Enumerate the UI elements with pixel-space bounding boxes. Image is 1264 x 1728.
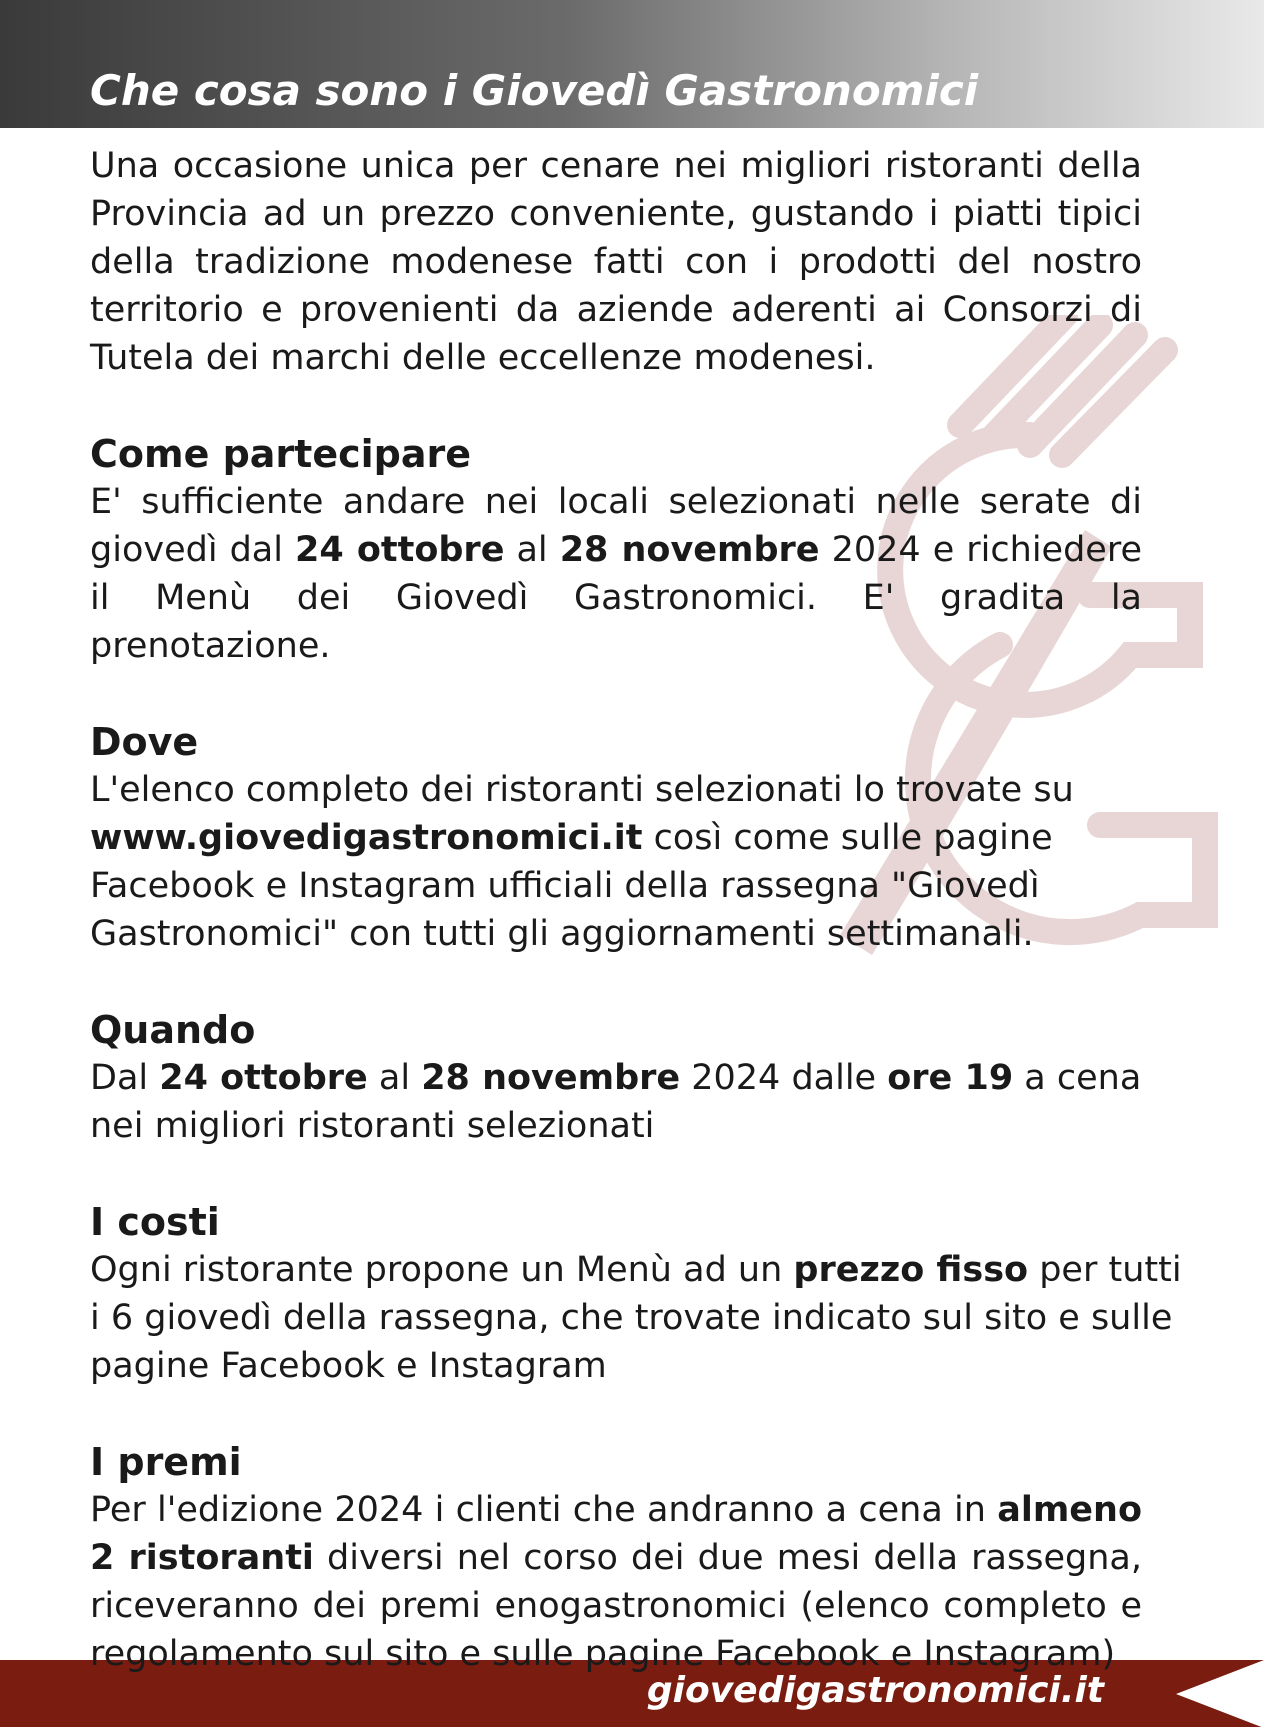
section-heading-quando: Quando <box>90 1008 256 1052</box>
bold-date-start: 24 ottobre <box>159 1058 368 1098</box>
page-title: Che cosa sono i Giovedì Gastronomici <box>90 66 979 115</box>
intro-paragraph: Una occasione unica per cenare nei migliori ristoranti della Provincia ad un prezzo conveniente, gustando i piatti tipici della tradizione modenese fatti con i prodotti del nostro territorio e provenienti da aziende aderenti ai Consorzi di Tutela dei marchi delle eccellenze modenesi. <box>90 146 1142 378</box>
section-quando <box>90 1006 1190 1150</box>
section-heading-costi: I costi <box>90 1200 220 1244</box>
section-heading-come-partecipare: Come partecipare <box>90 432 472 476</box>
section-body-quando <box>90 1054 1190 1150</box>
section-dove <box>90 718 1190 958</box>
text-run: 2024 dalle <box>680 1058 888 1098</box>
text-run: al <box>367 1058 422 1098</box>
section-premi <box>90 1438 1190 1678</box>
section-body-costi <box>90 1246 1190 1390</box>
text-run: E' sufficiente andare nei locali selezionati nelle serate di giovedì dal <box>90 482 1142 570</box>
bold-time: ore 19 <box>887 1058 1014 1098</box>
text-run: Dal <box>90 1058 160 1098</box>
section-body-dove <box>90 766 1190 958</box>
bold-fixed-price: prezzo fisso <box>793 1250 1029 1290</box>
section-heading-premi: I premi <box>90 1440 242 1484</box>
section-body-premi <box>90 1486 1142 1678</box>
section-body-come-partecipare <box>90 478 1142 670</box>
text-run: a cena nei migliori ristoranti selezionati <box>90 1058 1142 1146</box>
bold-date-end: 28 novembre <box>421 1058 681 1098</box>
text-run: Per l'edizione 2024 i clienti che andranno a cena in <box>90 1490 998 1530</box>
website-link[interactable]: www.giovedigastronomici.it <box>90 818 643 858</box>
text-run: diversi nel corso dei due mesi della rassegna, riceveranno dei premi enogastronomici (elenco completo e regolamento sul sito e sulle pagine Facebook e Instagram) <box>90 1538 1142 1674</box>
text-run: per tutti i 6 giovedì della rassegna, che trovate indicato sul sito e sulle pagine Facebook e Instagram <box>90 1250 1182 1386</box>
section-come-partecipare <box>90 430 1190 670</box>
bold-date-end: 28 novembre <box>559 530 820 570</box>
content <box>90 142 1190 1678</box>
text-run: al <box>504 530 560 570</box>
bold-min-restaurants: almeno 2 ristoranti <box>90 1490 1142 1578</box>
section-heading-dove: Dove <box>90 720 199 764</box>
footer-website-link[interactable]: giovedigastronomici.it <box>646 1670 1104 1711</box>
text-run: L'elenco completo dei ristoranti selezionati lo trovate su <box>90 770 1074 810</box>
bold-date-start: 24 ottobre <box>295 530 505 570</box>
section-costi <box>90 1198 1190 1390</box>
text-run: 2024 e richiedere il Menù dei Giovedì Gastronomici. E' gradita la prenotazione. <box>90 530 1142 666</box>
text-run: Ogni ristorante propone un Menù ad un <box>90 1250 794 1290</box>
text-run: così come sulle pagine Facebook e Instagram ufficiali della rassegna "Giovedì Gastronomici" con tutti gli aggiornamenti settimanali. <box>90 818 1053 954</box>
